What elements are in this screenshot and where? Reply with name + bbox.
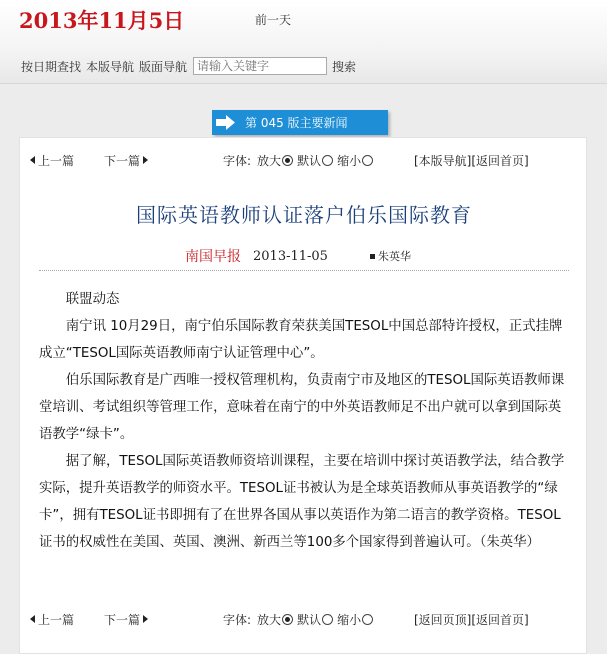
radio-selected-icon[interactable] (282, 155, 293, 166)
triangle-right-icon (143, 615, 148, 623)
font-size-options (257, 611, 377, 628)
layout-nav-link[interactable]: 版面导航 (139, 59, 188, 74)
article-controls-top (30, 151, 578, 169)
triangle-left-icon (30, 615, 35, 623)
font-small-label: 缩小 (337, 612, 362, 627)
find-by-date-link[interactable]: 按日期查找 (21, 59, 82, 74)
font-small-option[interactable] (337, 152, 373, 169)
next-article-label: 下一篇 (104, 612, 141, 627)
home-bracket-link[interactable]: [返回首页] (471, 612, 529, 627)
font-small-label: 缩小 (337, 153, 362, 168)
font-large-option[interactable] (257, 611, 293, 628)
bottom-links (414, 611, 529, 628)
font-large-option[interactable] (257, 152, 293, 169)
radio-empty-icon[interactable] (362, 155, 373, 166)
back-to-top-bracket-link[interactable]: [返回页顶] (414, 612, 472, 627)
page-header (0, 0, 607, 84)
edition-nav-link[interactable]: 本版导航 (86, 59, 135, 74)
article-body (39, 286, 569, 556)
article-paragraph: 伯乐国际教育是广西唯一授权管理机构，负责南宁市及地区的TESOL国际英语教师课堂培训、考试组织等管理工作，意味着在南宁的中外英语教师足不出户就可以拿到国际英语教学“绿卡”。 (39, 373, 565, 442)
article-author-name: 朱英华 (377, 250, 411, 263)
article-source: 南国早报 (185, 249, 241, 265)
radio-selected-icon[interactable] (282, 614, 293, 625)
font-default-label: 默认 (297, 153, 322, 168)
triangle-right-icon (143, 156, 148, 164)
font-default-option[interactable] (297, 152, 333, 169)
font-large-label: 放大 (257, 612, 282, 627)
article-paragraph: 南宁讯 10月29日，南宁伯乐国际教育荣获美国TESOL中国总部特许授权，正式挂牌成立“TESOL国际英语教师南宁认证管理中心”。 (39, 319, 563, 361)
search-toolbar (21, 56, 356, 76)
search-button[interactable]: 搜索 (332, 59, 357, 74)
article-title: 国际英语教师认证落户伯乐国际教育 (136, 203, 472, 227)
article-date: 2013-11-05 (253, 248, 328, 264)
radio-empty-icon[interactable] (362, 614, 373, 625)
next-article-label: 下一篇 (104, 153, 141, 168)
article-paragraph: 据了解，TESOL国际英语教师资培训课程，主要在培训中探讨英语教学法，结合教学实际，提升英语教学的师资水平。TESOL证书被认为是全球英语教师从事英语教学的“绿卡”，拥有TESOL证书即拥有了在世界各国从事以英语作为第二语言的教学资格。TESOL证书的权威性在美国、英国、澳洲、新西兰等100多个国家得到普遍认可。（朱英华） (39, 454, 565, 550)
prev-article-button[interactable] (30, 152, 74, 169)
prev-article-button[interactable] (30, 611, 74, 628)
article-controls-bottom (30, 610, 578, 628)
radio-empty-icon[interactable] (322, 614, 333, 625)
page-tab[interactable] (212, 110, 388, 135)
divider (39, 270, 569, 271)
font-default-option[interactable] (297, 611, 333, 628)
arrow-right-icon (212, 110, 240, 135)
prev-day-link[interactable]: 前一天 (255, 13, 292, 27)
page-tab-wrapper (212, 110, 392, 135)
issue-date: 2013年11月5日 (19, 8, 185, 33)
font-size-control (223, 152, 377, 169)
next-article-button[interactable] (104, 152, 148, 169)
font-default-label: 默认 (297, 612, 322, 627)
article-byline (185, 245, 411, 267)
font-small-option[interactable] (337, 611, 373, 628)
square-bullet-icon (370, 254, 375, 259)
search-input[interactable] (193, 57, 327, 75)
radio-empty-icon[interactable] (322, 155, 333, 166)
font-size-label: 字体: (223, 612, 252, 627)
article-paragraph: 联盟动态 (65, 292, 120, 307)
font-size-label: 字体: (223, 153, 252, 168)
home-bracket-link[interactable]: [返回首页] (471, 153, 529, 168)
font-large-label: 放大 (257, 153, 282, 168)
top-links (414, 152, 529, 169)
next-article-button[interactable] (104, 611, 148, 628)
article-author (370, 248, 411, 264)
triangle-left-icon (30, 156, 35, 164)
prev-article-label: 上一篇 (38, 153, 75, 168)
page-tab-label: 第 045 版主要新闻 (245, 116, 348, 130)
font-size-options (257, 152, 377, 169)
prev-article-label: 上一篇 (38, 612, 75, 627)
edition-nav-bracket-link[interactable]: [本版导航] (414, 153, 472, 168)
font-size-control (223, 611, 377, 628)
article-panel (19, 137, 587, 654)
